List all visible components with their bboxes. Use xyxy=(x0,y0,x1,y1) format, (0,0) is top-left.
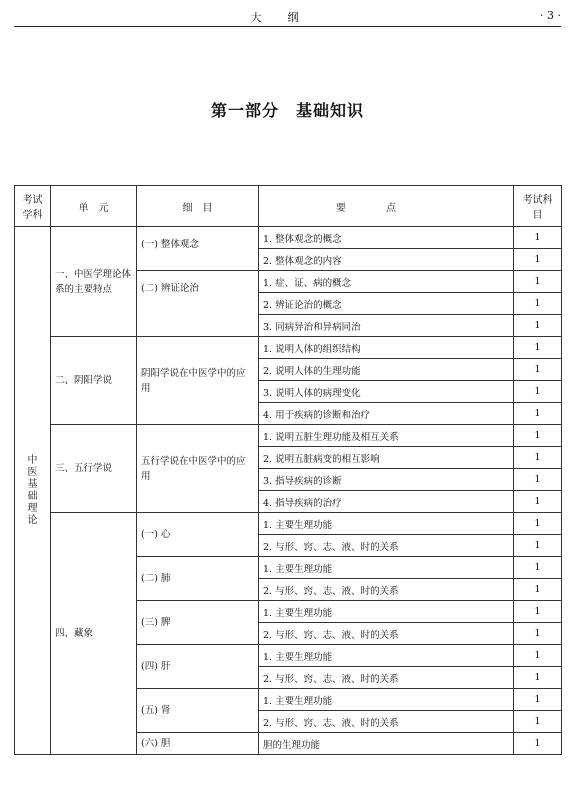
subject-cell: 1 xyxy=(514,469,562,491)
detail-cell: (一) 心 xyxy=(137,513,259,557)
subject-cell: 1 xyxy=(514,645,562,667)
subject-cell: 1 xyxy=(514,601,562,623)
point-cell: 1. 主要生理功能 xyxy=(259,601,514,623)
subject-cell: 1 xyxy=(514,711,562,733)
unit-cell: 二、阴阳学说 xyxy=(51,337,137,425)
unit-cell: 四、藏象 xyxy=(51,513,137,755)
point-cell: 2. 整体观念的内容 xyxy=(259,249,514,271)
subject-cell: 1 xyxy=(514,689,562,711)
category-label: 中医基础理论 xyxy=(27,454,38,526)
header-subject: 考试科目 xyxy=(514,186,562,227)
subject-cell: 1 xyxy=(514,337,562,359)
subject-cell: 1 xyxy=(514,293,562,315)
subject-cell: 1 xyxy=(514,271,562,293)
point-cell: 胆的生理功能 xyxy=(259,733,514,755)
subject-cell: 1 xyxy=(514,227,562,249)
point-cell: 1. 主要生理功能 xyxy=(259,513,514,535)
table-header-row xyxy=(15,186,562,227)
point-cell: 4. 指导疾病的治疗 xyxy=(259,491,514,513)
detail-cell: (二) 肺 xyxy=(137,557,259,601)
point-cell: 2. 与形、窍、志、液、时的关系 xyxy=(259,667,514,689)
detail-cell: (四) 肝 xyxy=(137,645,259,689)
syllabus-table xyxy=(14,185,562,755)
subject-cell: 1 xyxy=(514,667,562,689)
header-category: 考试学科 xyxy=(15,186,51,227)
unit-cell: 一、中医学理论体系的主要特点 xyxy=(51,227,137,337)
table-row xyxy=(15,337,562,359)
point-cell: 1. 主要生理功能 xyxy=(259,645,514,667)
header-detail: 细 目 xyxy=(137,186,259,227)
subject-cell: 1 xyxy=(514,359,562,381)
detail-cell: 五行学说在中医学中的应用 xyxy=(137,425,259,513)
point-cell: 1. 主要生理功能 xyxy=(259,557,514,579)
point-cell: 1. 整体观念的概念 xyxy=(259,227,514,249)
page-header xyxy=(14,6,561,27)
point-cell: 1. 主要生理功能 xyxy=(259,689,514,711)
point-cell: 1. 说明五脏生理功能及相互关系 xyxy=(259,425,514,447)
detail-cell: (二) 辨证论治 xyxy=(137,271,259,337)
table-row xyxy=(15,425,562,447)
point-cell: 2. 辨证论治的概念 xyxy=(259,293,514,315)
subject-cell: 1 xyxy=(514,579,562,601)
point-cell: 2. 与形、窍、志、液、时的关系 xyxy=(259,535,514,557)
detail-cell: (六) 胆 xyxy=(137,733,259,755)
point-cell: 1. 说明人体的组织结构 xyxy=(259,337,514,359)
point-cell: 4. 用于疾病的诊断和治疗 xyxy=(259,403,514,425)
subject-cell: 1 xyxy=(514,557,562,579)
point-cell: 2. 与形、窍、志、液、时的关系 xyxy=(259,623,514,645)
category-cell xyxy=(15,227,51,755)
page-number: · 3 · xyxy=(540,9,561,22)
header-unit: 单 元 xyxy=(51,186,137,227)
header-key-points: 要点 xyxy=(259,186,514,227)
subject-cell: 1 xyxy=(514,249,562,271)
point-cell: 1. 症、证、病的概念 xyxy=(259,271,514,293)
subject-cell: 1 xyxy=(514,513,562,535)
subject-cell: 1 xyxy=(514,315,562,337)
unit-cell: 三、五行学说 xyxy=(51,425,137,513)
subject-cell: 1 xyxy=(514,425,562,447)
table-row xyxy=(15,513,562,535)
point-cell: 3. 同病异治和异病同治 xyxy=(259,315,514,337)
detail-cell: (五) 肾 xyxy=(137,689,259,733)
subject-cell: 1 xyxy=(514,623,562,645)
page-title: 第一部分 基础知识 xyxy=(210,101,364,120)
point-cell: 3. 指导疾病的诊断 xyxy=(259,469,514,491)
detail-cell: (一) 整体观念 xyxy=(137,227,259,271)
detail-cell: (三) 脾 xyxy=(137,601,259,645)
point-cell: 2. 说明人体的生理功能 xyxy=(259,359,514,381)
subject-cell: 1 xyxy=(514,535,562,557)
point-cell: 2. 与形、窍、志、液、时的关系 xyxy=(259,579,514,601)
table-row xyxy=(15,227,562,249)
subject-cell: 1 xyxy=(514,733,562,755)
point-cell: 2. 与形、窍、志、液、时的关系 xyxy=(259,711,514,733)
point-cell: 2. 说明五脏病变的相互影响 xyxy=(259,447,514,469)
subject-cell: 1 xyxy=(514,447,562,469)
subject-cell: 1 xyxy=(514,381,562,403)
subject-cell: 1 xyxy=(514,491,562,513)
subject-cell: 1 xyxy=(514,403,562,425)
detail-cell: 阴阳学说在中医学中的应用 xyxy=(137,337,259,425)
point-cell: 3. 说明人体的病理变化 xyxy=(259,381,514,403)
header-title: 大纲 xyxy=(250,11,325,24)
